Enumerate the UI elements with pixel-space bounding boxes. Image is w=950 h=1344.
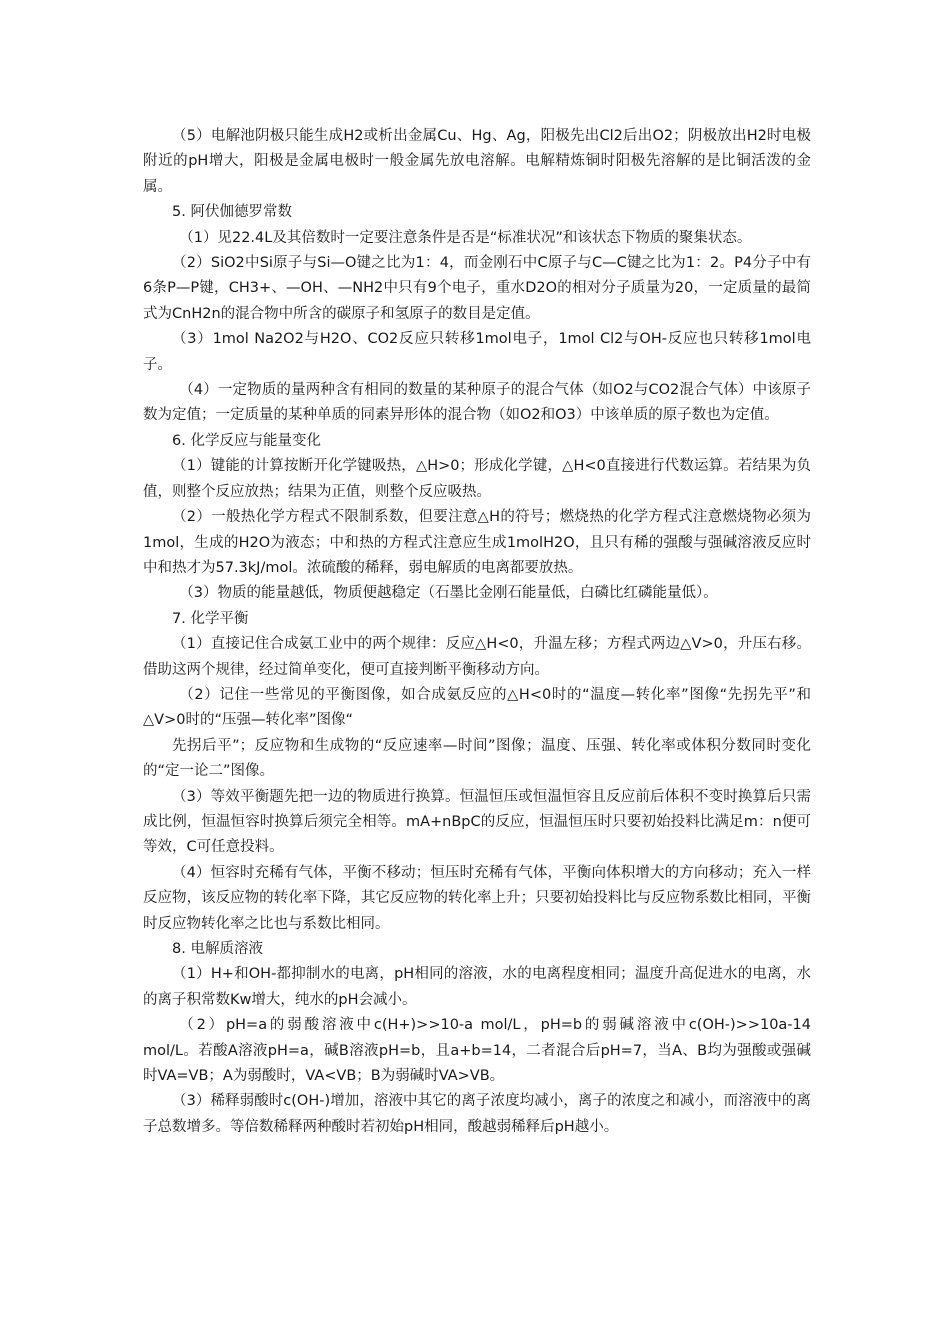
section-heading-electrolyte: 8. 电解质溶液	[172, 941, 263, 957]
paragraph-equilibrium-2-continued: 先拐后平”；反应物和生成物的“反应速率—时间”图像；温度、压强、转化率或体积分数同时变化的“定一论二”图像。	[143, 737, 811, 780]
document-body	[143, 124, 811, 1140]
paragraph-avogadro-3: （3）1mol Na2O2与H2O、CO2反应只转移1mol电子，1mol Cl2与OH-反应也只转移1mol电子。	[143, 331, 811, 373]
paragraph-electrolyte-1: （1）H+和OH-都抑制水的电离，pH相同的溶液，水的电离程度相同；温度升高促进水的电离，水的离子积常数Kw增大，纯水的pH会减小。	[143, 966, 811, 1008]
paragraph-equilibrium-4: （4）恒容时充稀有气体，平衡不移动；恒压时充稀有气体，平衡向体积增大的方向移动；充入一样反应物，该反应物的转化率下降，其它反应物的转化率上升；只要初始投料比与反应物系数比相同，平衡时反应物转化率之比也与系数比相同。	[143, 864, 811, 932]
paragraph-electrolysis-5: （5）电解池阴极只能生成H2或析出金属Cu、Hg、Ag，阳极先出Cl2后出O2；阴极放出H2时电极附近的pH增大，阳极是金属电极时一般金属先放电溶解。电解精炼铜时阳极先溶解的是比铜活泼的金属。	[143, 128, 811, 195]
paragraph-equilibrium-3: （3）等效平衡题先把一边的物质进行换算。恒温恒压或恒温恒容且反应前后体积不变时换算后只需成比例，恒温恒容时换算后须完全相等。mA+nBpC的反应，恒温恒压时只要初始投料比满足m：n便可等效，C可任意投料。	[143, 788, 811, 856]
paragraph-energy-2: （2）一般热化学方程式不限制系数，但要注意△H的符号；燃烧热的化学方程式注意燃烧物必须为1mol，生成的H2O为液态；中和热的方程式注意应生成1molH2O，且只有稀的强酸与强碱溶液反应时中和热才为57.3kJ/mol。浓硫酸的稀释，弱电解质的电离都要放热。	[143, 509, 811, 576]
section-heading-energy: 6. 化学反应与能量变化	[172, 432, 321, 449]
paragraph-energy-1: （1）键能的计算按断开化学键吸热，△H>0；形成化学键，△H<0直接进行代数运算。若结果为负值，则整个反应放热；结果为正值，则整个反应吸热。	[143, 458, 811, 500]
paragraph-equilibrium-2: （2）记住一些常见的平衡图像，如合成氨反应的△H<0时的“温度—转化率”图像“先拐先平”和△V>0时的“压强—转化率”图像“	[143, 686, 811, 729]
section-heading-equilibrium: 7. 化学平衡	[172, 610, 249, 627]
paragraph-electrolyte-2: （2）pH=a的弱酸溶液中c(H+)>>10-a mol/L，pH=b的弱碱溶液中c(OH-)>>10a-14 mol/L。若酸A溶液pH=a，碱B溶液pH=b，且a+b=14，二者混合后pH=7，当A、B均为强酸或强碱时VA=VB；A为弱酸时，VA<VB；B为弱碱时VA>VB。	[143, 1017, 811, 1085]
paragraph-electrolyte-3: （3）稀释弱酸时c(OH-)增加，溶液中其它的离子浓度均减小，离子的浓度之和减小，而溶液中的离子总数增多。等倍数稀释两种酸时若初始pH相同，酸越弱稀释后pH越小。	[143, 1093, 811, 1135]
paragraph-equilibrium-1: （1）直接记住合成氨工业中的两个规律：反应△H<0，升温左移；方程式两边△V>0，升压右移。借助这两个规律，经过简单变化，便可直接判断平衡移动方向。	[143, 636, 811, 678]
paragraph-avogadro-2: （2）SiO2中Si原子与Si—O键之比为1：4，而金刚石中C原子与C—C键之比为1：2。P4分子中有6条P—P键，CH3+、—OH、—NH2中只有9个电子，重水D2O的相对分子质量为20，一定质量的最简式为CnH2n的混合物中所含的碳原子和氢原子的数目是定值。	[143, 255, 811, 322]
section-heading-avogadro: 5. 阿伏伽德罗常数	[172, 204, 292, 221]
paragraph-avogadro-4: （4）一定物质的量两种含有相同的数量的某种原子的混合气体（如O2与CO2混合气体）中该原子数为定值；一定质量的某种单质的同素异形体的混合物（如O2和O3）中该单质的原子数也为定值。	[143, 382, 811, 424]
paragraph-avogadro-1: （1）见22.4L及其倍数时一定要注意条件是否是“标准状况”和该状态下物质的聚集状态。	[179, 229, 752, 246]
paragraph-energy-3: （3）物质的能量越低，物质便越稳定（石墨比金刚石能量低，白磷比红磷能量低）。	[179, 585, 718, 602]
